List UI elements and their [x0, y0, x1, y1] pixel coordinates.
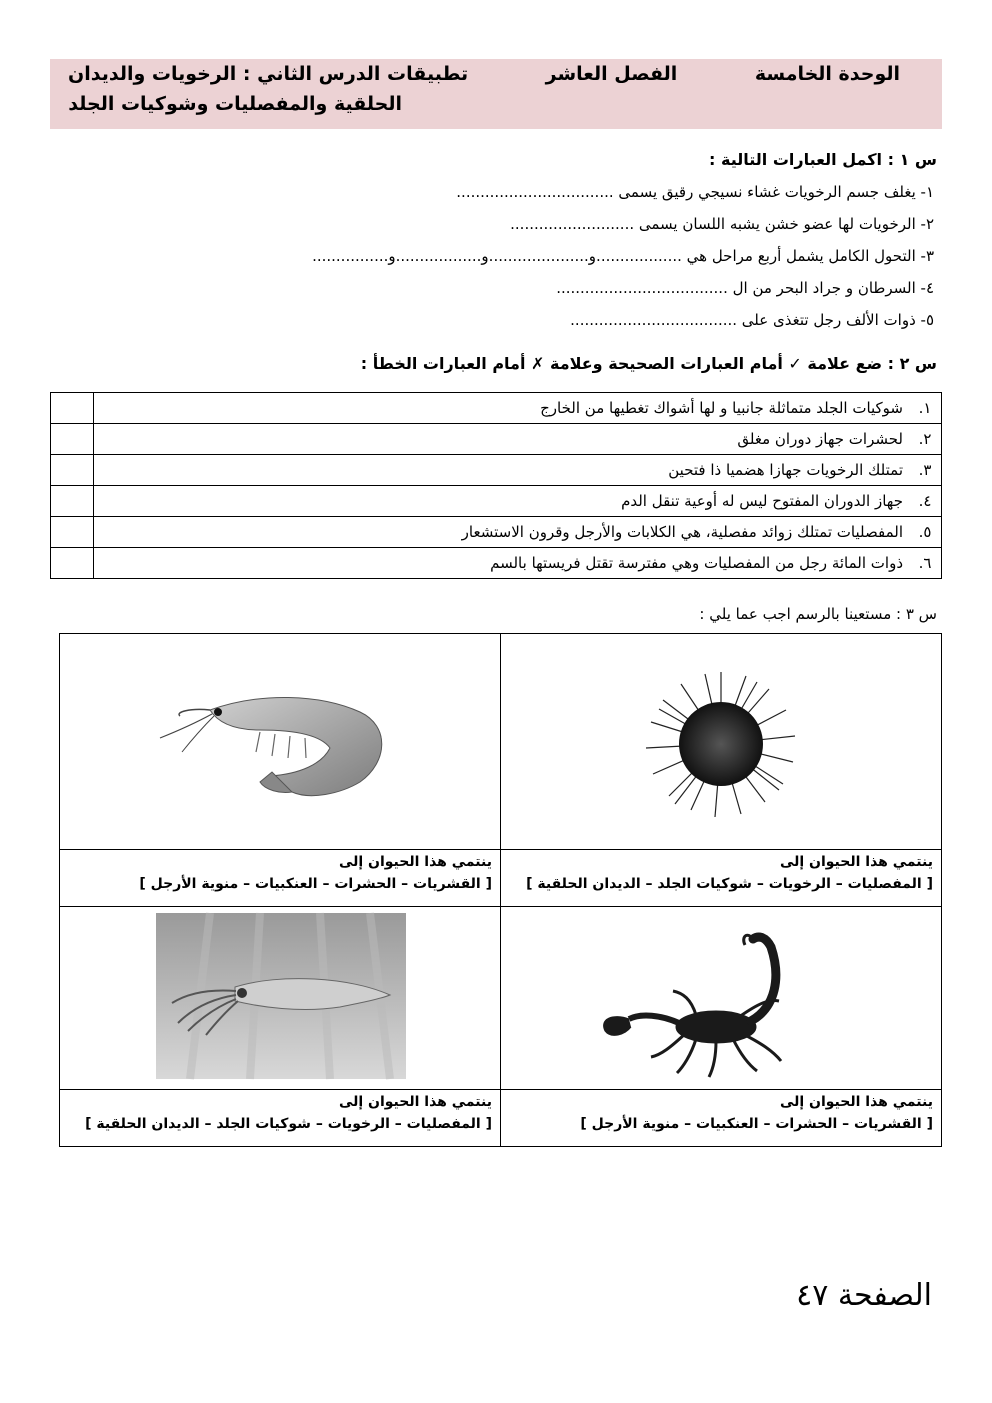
- unit-label: الوحدة الخامسة: [754, 63, 900, 85]
- true-false-table: [50, 392, 942, 579]
- caption-prompt: ينتمي هذا الحيوان إلى: [779, 854, 933, 870]
- image-cell: [501, 907, 942, 1090]
- table-row: [51, 455, 942, 486]
- animal-grid: [59, 633, 942, 1147]
- q3-title: س ٣ : مستعينا بالرسم اجب عما يلي :: [699, 605, 937, 623]
- statement: جهاز الدوران المفتوح ليس له أوعية تنقل الدم: [94, 486, 910, 517]
- header-line-1: [68, 63, 900, 93]
- sea-urchin-image: [501, 634, 941, 849]
- row-number: ٤.: [909, 486, 942, 517]
- image-cell: [60, 907, 501, 1090]
- row-number: ٥.: [909, 517, 942, 548]
- caption-options: [ المفصليات – الرخويات – شوكيات الجلد – الديدان الحلقية ]: [526, 876, 933, 892]
- q1-item: ١- يغلف جسم الرخويات غشاء نسيجي رقيق يسمى .................................: [456, 183, 934, 201]
- caption-cell: [60, 850, 501, 907]
- answer-box[interactable]: [51, 517, 94, 548]
- answer-box[interactable]: [51, 393, 94, 424]
- shrimp-image: [60, 634, 500, 849]
- caption-cell: [501, 1090, 942, 1147]
- image-cell: [60, 634, 501, 850]
- q1-item: ٢- الرخويات لها عضو خشن يشبه اللسان يسمى ..........................: [510, 215, 934, 233]
- caption-options: [ المفصليات – الرخويات – شوكيات الجلد – الديدان الحلقية ]: [85, 1116, 492, 1132]
- statement: ذوات المائة رجل من المفصليات وهي مفترسة تقتل فريستها بالسم: [94, 548, 910, 579]
- table-row: [51, 548, 942, 579]
- q1-item: ٣- التحول الكامل يشمل أربع مراحل هي ..................و.....................و..................و................: [312, 247, 934, 265]
- q2-title: س ٢ : ضع علامة ✓ أمام العبارات الصحيحة وعلامة ✗ أمام العبارات الخطأ :: [360, 354, 937, 373]
- statement: لحشرات جهاز دوران مغلق: [94, 424, 910, 455]
- q1-item: ٤- السرطان و جراد البحر من ال ....................................: [556, 279, 934, 297]
- caption-options: [ القشريات – الحشرات – العنكبيات – منوية الأرجل ]: [139, 876, 492, 892]
- q1-list: [312, 178, 934, 338]
- lesson-title-line1: تطبيقات الدرس الثاني : الرخويات والديدان: [68, 63, 469, 85]
- answer-box[interactable]: [51, 424, 94, 455]
- row-number: ٦.: [909, 548, 942, 579]
- scorpion-image: [501, 907, 941, 1089]
- image-cell: [501, 634, 942, 850]
- squid-image: [60, 907, 500, 1089]
- table-row: [51, 424, 942, 455]
- statement: شوكيات الجلد متماثلة جانبيا و لها أشواك تغطيها من الخارج: [94, 393, 910, 424]
- statement: المفصليات تمتلك زوائد مفصلية، هي الكلابات والأرجل وقرون الاستشعار: [94, 517, 910, 548]
- answer-box[interactable]: [51, 486, 94, 517]
- caption-cell: [501, 850, 942, 907]
- caption-prompt: ينتمي هذا الحيوان إلى: [779, 1094, 933, 1110]
- q1-item: ٥- ذوات الألف رجل تتغذى على ...................................: [570, 311, 934, 329]
- statement: تمتلك الرخويات جهازا هضميا ذا فتحين: [94, 455, 910, 486]
- row-number: ٣.: [909, 455, 942, 486]
- lesson-title-line2: الحلقية والمفصليات وشوكيات الجلد: [68, 93, 402, 115]
- answer-box[interactable]: [51, 455, 94, 486]
- q1-title: س ١ : اكمل العبارات التالية :: [709, 150, 937, 169]
- caption-prompt: ينتمي هذا الحيوان إلى: [338, 854, 492, 870]
- caption-cell: [60, 1090, 501, 1147]
- caption-prompt: ينتمي هذا الحيوان إلى: [338, 1094, 492, 1110]
- row-number: ١.: [909, 393, 942, 424]
- page-number: الصفحة ٤٧: [796, 1278, 932, 1313]
- row-number: ٢.: [909, 424, 942, 455]
- chapter-label: الفصل العاشر: [545, 63, 678, 85]
- table-row: [51, 393, 942, 424]
- table-row: [51, 517, 942, 548]
- table-row: [51, 486, 942, 517]
- lesson-header: [50, 59, 942, 129]
- answer-box[interactable]: [51, 548, 94, 579]
- caption-options: [ القشريات – الحشرات – العنكبيات – منوية الأرجل ]: [580, 1116, 933, 1132]
